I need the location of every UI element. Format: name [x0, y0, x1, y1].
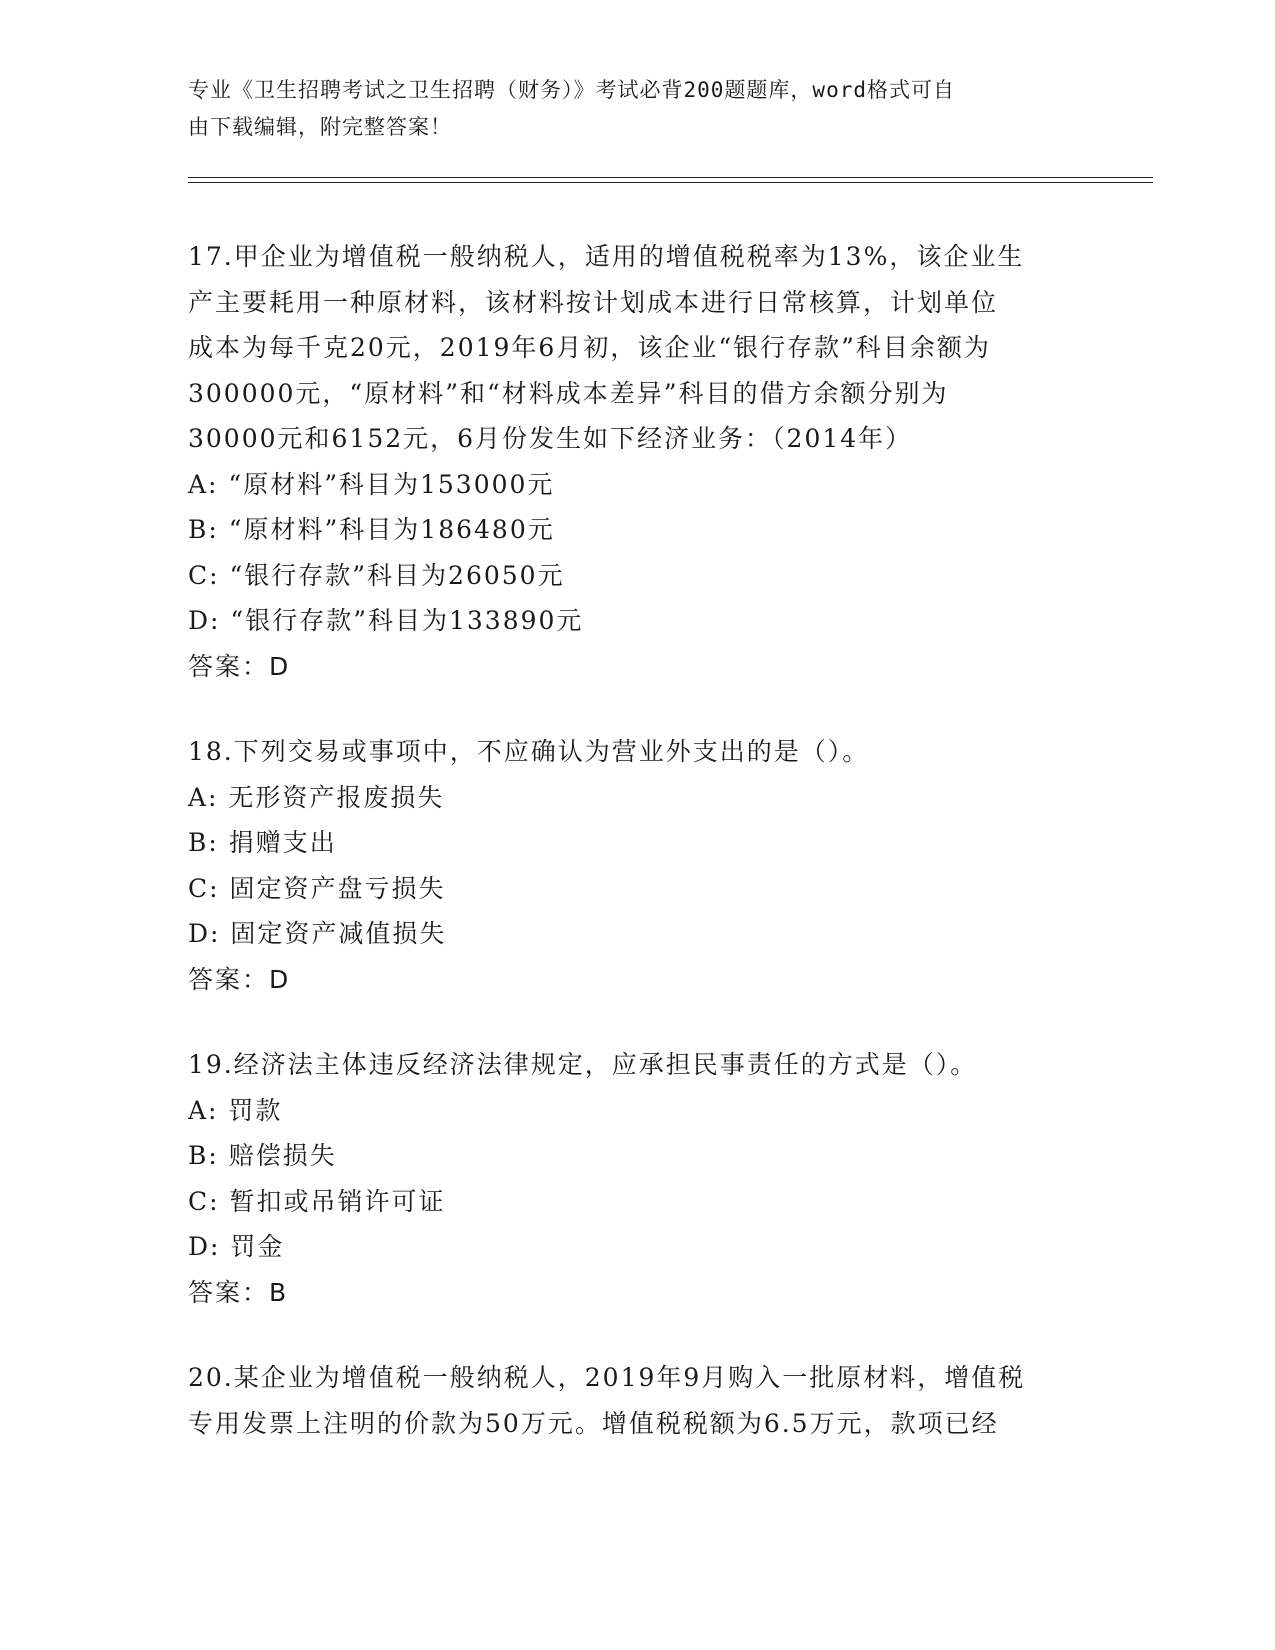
header-divider-top	[188, 177, 1153, 178]
answer-label: 答案：D	[188, 651, 291, 681]
header-divider-bottom	[188, 182, 1153, 183]
question-stem-line: 17.甲企业为增值税一般纳税人，适用的增值税税率为13%，该企业生	[188, 242, 1025, 271]
option-d: D: 固定资产减值损失	[188, 919, 447, 948]
option-c: C: 暂扣或吊销许可证	[188, 1186, 446, 1216]
spacer	[188, 689, 1088, 729]
spacer	[188, 1315, 1088, 1355]
option-a: A: 无形资产报废损失	[188, 782, 445, 812]
answer-label: 答案：D	[188, 964, 291, 994]
question-19	[188, 1042, 1088, 1315]
question-stem-line: 专用发票上注明的价款为50万元。增值税税额为6.5万元，款项已经	[188, 1408, 999, 1438]
question-18	[188, 729, 1088, 1002]
option-c: C: “银行存款”科目为26050元	[188, 560, 565, 590]
header-line-2: 由下载编辑，附完整答案！	[188, 115, 452, 139]
question-stem-line: 30000元和6152元，6月份发生如下经济业务：（2014年）	[188, 424, 913, 453]
option-b: B: 捐赠支出	[188, 828, 337, 857]
question-stem-line: 20.某企业为增值税一般纳税人，2019年9月购入一批原材料，增值税	[188, 1363, 1026, 1392]
option-b: B: 赔偿损失	[188, 1141, 337, 1170]
header-line-1: 专业《卫生招聘考试之卫生招聘（财务）》考试必背200题题库，word格式可自	[188, 78, 955, 102]
question-stem-line: 300000元，“原材料”和“材料成本差异”科目的借方余额分别为	[188, 378, 949, 408]
question-stem-line: 19.经济法主体违反经济法律规定，应承担民事责任的方式是（）。	[188, 1050, 978, 1079]
question-list	[188, 234, 1088, 1446]
option-b: B: “原材料”科目为186480元	[188, 515, 555, 544]
option-d: D: “银行存款”科目为133890元	[188, 606, 584, 635]
question-20	[188, 1355, 1088, 1446]
option-d: D: 罚金	[188, 1232, 285, 1261]
spacer	[188, 1002, 1088, 1042]
option-a: A: 罚款	[188, 1095, 283, 1125]
question-stem-line: 18.下列交易或事项中，不应确认为营业外支出的是（）。	[188, 737, 870, 766]
question-stem-line: 成本为每千克20元，2019年6月初，该企业“银行存款”科目余额为	[188, 333, 991, 362]
question-17	[188, 234, 1088, 689]
document-header	[188, 72, 1068, 146]
answer-label: 答案：B	[188, 1277, 289, 1307]
option-c: C: 固定资产盘亏损失	[188, 873, 446, 903]
option-a: A: “原材料”科目为153000元	[188, 469, 555, 499]
question-stem-line: 产主要耗用一种原材料，该材料按计划成本进行日常核算，计划单位	[188, 287, 999, 317]
